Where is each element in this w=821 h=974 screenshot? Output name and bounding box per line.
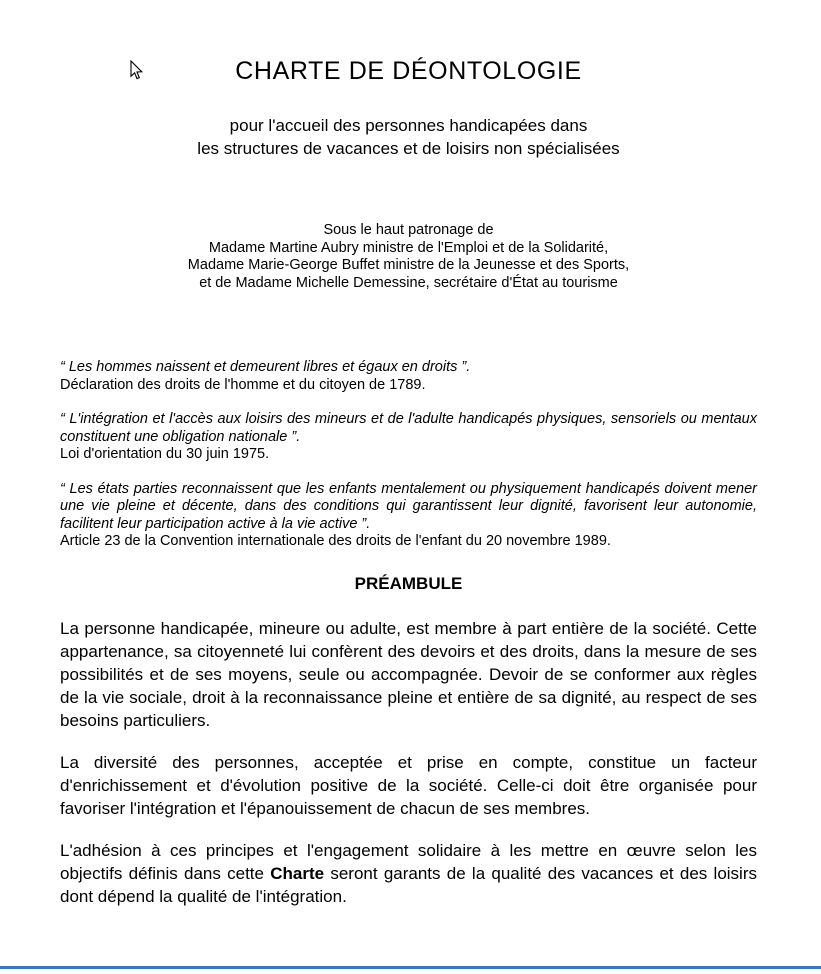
document-content [60,0,757,908]
quotations-block [60,292,757,551]
patronage-line-2: Madame Martine Aubry ministre de l'Emploi et de la Solidarité, [208,239,609,256]
patronage-line-1: Sous le haut patronage de [323,222,494,238]
preamble-paragraph-1: La personne handicapée, mineure ou adulte, est membre à part entière de la société. Cette appartenance, sa citoyenneté lui confèrent des devoirs et des droits, dans la mesure de ses possibilités et de ses moyens, seule ou accompagnée. Devoir de se conformer aux règles de la vie sociale, droit à la reconnaissance pleine et entière de sa dignité, au respect de ses besoins particuliers. [60,618,757,730]
subtitle-line-1: pour l'accueil des personnes handicapées dans [229,116,588,135]
preamble-paragraph-3 [60,820,757,908]
preamble-paragraph-3-part-1: L'adhésion à ces principes et l'engagement solidaire à les mettre en œuvre selon les objectifs définis dans cette [60,840,757,883]
quotation-item [60,481,757,551]
subtitle-line-2: les structures de vacances et de loisirs non spécialisées [197,139,620,158]
bottom-accent-bar [0,966,821,969]
quotation-source: Article 23 de la Convention internationale des droits de l'enfant du 20 novembre 1989. [60,533,611,549]
quotation-text: “ Les hommes naissent et demeurent libres et égaux en droits ”. [60,359,471,375]
quotation-item [60,359,757,394]
patronage-line-3: Madame Marie-George Buffet ministre de la Jeunesse et des Sports, [187,257,630,273]
section-heading-preambule: PRÉAMBULE [354,573,463,593]
quotation-source: Déclaration des droits de l'homme et du citoyen de 1789. [60,376,426,393]
quotation-text: “ L'intégration et l'accès aux loisirs des mineurs et de l'adulte handicapés physiques, sensoriels ou mentaux constituent une obligation nationale ”. [60,411,757,445]
quotation-source: Loi d'orientation du 30 juin 1975. [60,446,270,462]
quotation-item [60,411,757,464]
patronage-line-4: et de Madame Michelle Demessine, secrétaire d'État au tourisme [199,274,618,291]
document-subtitle [60,86,757,160]
preamble-paragraph-3-part-2: seront garants de la qualité des vacances et des loisirs dont dépend la qualité de l'intégration. [60,863,757,906]
preamble-charte-emphasis: Charte [270,863,325,883]
preamble-paragraph-2: La diversité des personnes, acceptée et prise en compte, constitue un facteur d'enrichissement et d'évolution positive de la société. Celle-ci doit être organisée pour favoriser l'intégration et l'épanouissement de chacun de ses membres. [60,752,757,818]
patronage-block [60,160,757,292]
page-title: CHARTE DE DÉONTOLOGIE [235,57,582,85]
quotation-text: “ Les états parties reconnaissent que les enfants mentalement ou physiquement handicapés doivent mener une vie pleine et décente, dans des conditions qui garantissent leur dignité, favorisent leur autonomie, facilitent leur participation active à la vie active ”. [60,480,757,532]
